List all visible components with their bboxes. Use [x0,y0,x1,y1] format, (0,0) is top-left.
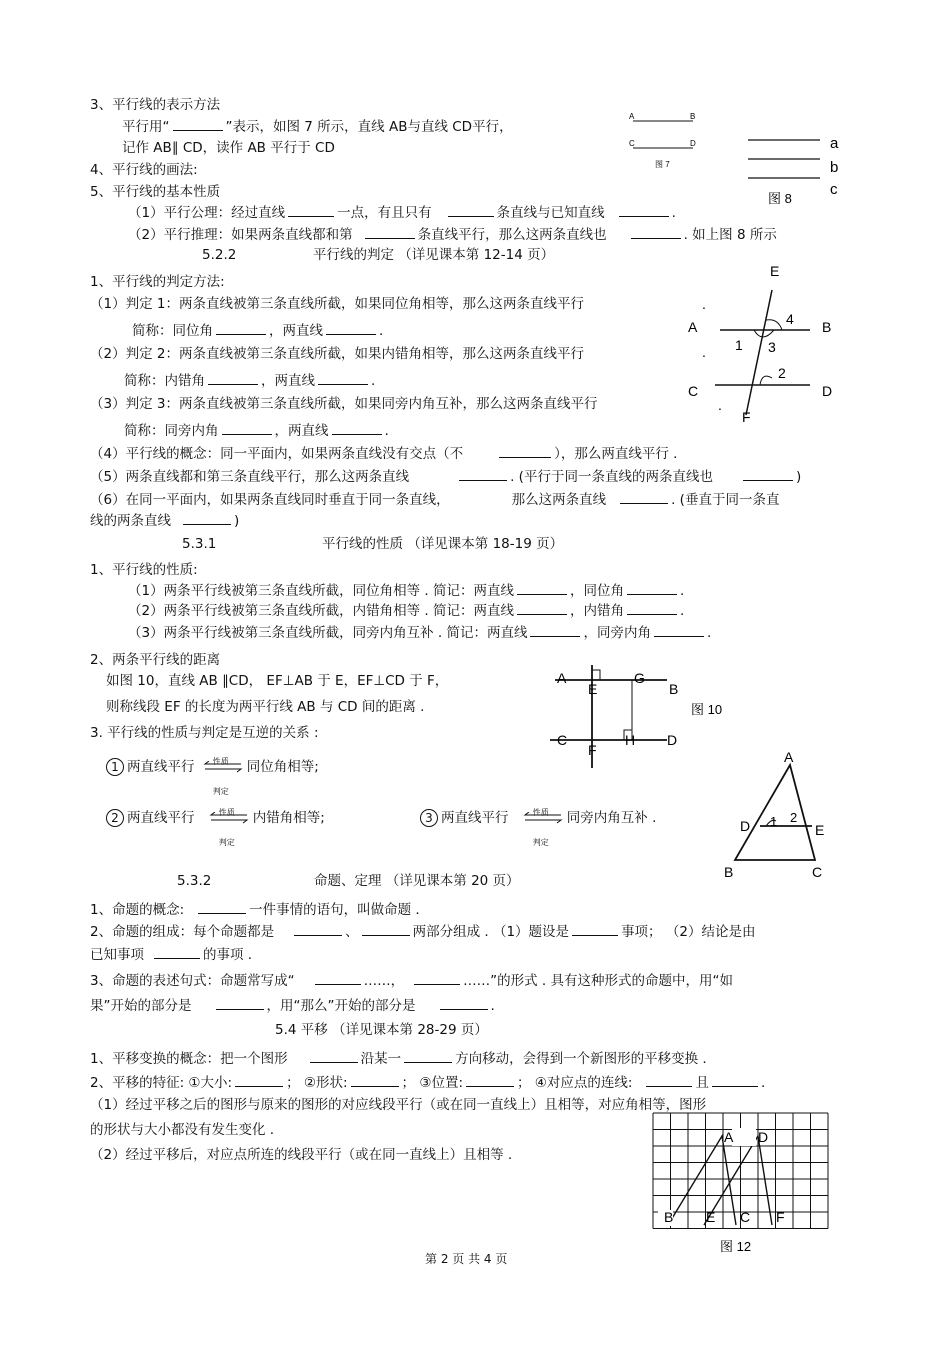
s3-line2: 记作 AB∥ CD，读作 AB 平行于 CD [122,140,335,156]
fig12-label-d: D [758,1129,769,1145]
fig8-label-b: b [830,159,839,176]
figure-triangle [720,745,840,885]
figT-label-e: E [815,822,825,838]
heading-522-num: 5.2.2 [202,247,237,263]
figT-label-d: D [740,818,751,834]
fig10-label-g: G [634,670,645,686]
figT-label-a: A [784,749,794,765]
judge-6-cont: 线的两条直线 ) [90,513,240,529]
figE-label-d: D [822,383,833,399]
proposition-3: 3、命题的表述句式：命题常写成“ ……， ……”的形式 . 具有这种形式的命题中，用“如 [90,973,733,989]
figE-label-c: C [688,383,699,399]
figE-angle-3: 3 [768,339,776,355]
fig8-label-c: c [830,181,838,198]
translation-4: （2）经过平移后，对应点所连的线段平行（或在同一直线上）且相等 . [90,1147,513,1163]
distance-title: 2、两条平行线的距离 [90,652,221,668]
fig10-label-h: H [625,732,636,748]
judge-1-short: 简称：同位角 ，两直线 . [132,323,384,339]
fig12-caption: 图 12 [720,1239,752,1254]
fig7-label-d: D [690,139,696,148]
judge-1: （1）判定 1：两条直线被第三条直线所截，如果同位角相等，那么这两条直线平行 [90,296,584,312]
property-3: （3）两条平行线被第三条直线所截，同旁内角互补 . 简记：两直线 ，同旁内角 . [128,625,712,641]
fig10-label-a: A [557,670,567,686]
figE-angle-1: 1 [735,337,743,353]
heading-531-title: 平行线的性质 （详见课本第 18-19 页） [322,536,564,552]
relation-arrow-icon: 性质 判定 [201,753,245,781]
fig10-label-d: D [667,732,678,748]
fig12-label-c: C [740,1209,751,1225]
svg-text:.: . [702,344,706,360]
figT-angle-1: 1 [770,814,778,829]
distance-line2: 则称线段 EF 的长度为两平行线 AB 与 CD 间的距离 . [106,699,425,715]
translation-2: 2、平移的特征: ①大小: ； ②形状: ； ③位置: ； ④对应点的连线: 且 . [90,1075,766,1091]
fig12-label-b: B [664,1209,674,1225]
relation-arrow-icon: 性质 判定 [207,804,251,832]
relation-3: 3 两直线平行 性质 判定 同旁内角互补 . [420,803,656,833]
figE-label-b: B [822,319,832,335]
figure-transversal [680,260,850,430]
fig7-label-c: C [629,139,635,148]
heading-522-title: 平行线的判定 （详见课本第 12-14 页） [313,247,555,263]
fig10-label-f: F [588,742,597,758]
figE-label-a: A [688,319,698,335]
property-title: 1、平行线的性质: [90,562,198,578]
judge-3-short: 简称：同旁内角 ，两直线 . [124,423,389,439]
s3-line1: 平行用“ ”表示，如图 7 所示，直线 AB与直线 CD平行， [122,119,513,135]
svg-text:.: . [718,397,722,413]
judge-3: （3）判定 3：两条直线被第三条直线所截，如果同旁内角互补，那么这两条直线平行 [90,396,598,412]
proposition-2: 2、命题的组成：每个命题都是 、 两部分组成 . （1）题设是 事项； （2）结论是由 [90,924,756,940]
judge-5: （5）两条直线都和第三条直线平行，那么这两条直线 . (平行于同一条直线的两条直线也 ) [90,469,802,485]
page-footer: 第 2 页 共 4 页 [425,1252,508,1266]
fig10-label-e: E [588,681,598,697]
fig10-caption: 图 10 [691,702,723,717]
heading-531-num: 5.3.1 [182,536,217,552]
figE-angle-2: 2 [778,365,786,381]
inverse-relation: 3. 平行线的性质与判定是互逆的关系 : [90,725,319,741]
relation-arrow-icon: 性质 判定 [521,804,565,832]
figE-label-f: F [742,409,751,425]
figT-label-c: C [812,864,823,880]
fig8-caption: 图 8 [768,191,792,206]
proposition-3-cont: 果”开始的部分是 ，用“那么”开始的部分是 . [90,998,495,1014]
property-2: （2）两条平行线被第三条直线所截，内错角相等 . 简记：两直线 ，内错角 . [128,603,685,619]
fig10-label-c: C [557,732,568,748]
figT-label-b: B [724,864,734,880]
figure-8 [740,130,850,210]
section-4: 4、平行线的画法: [90,162,198,178]
translation-3-cont: 的形状与大小都没有发生变化 . [90,1122,275,1138]
heading-532-num: 5.3.2 [177,873,212,889]
section-5: 5、平行线的基本性质 [90,184,221,200]
fig7-label-a: A [629,112,635,121]
s5-item2: （2）平行推理：如果两条直线都和第 条直线平行，那么这两条直线也 . 如上图 8 所示 [128,227,777,243]
figure-12 [650,1110,830,1260]
proposition-1: 1、命题的概念: 一件事情的语句，叫做命题 . [90,902,420,918]
fig12-label-a: A [724,1129,734,1145]
property-1: （1）两条平行线被第三条直线所截，同位角相等 . 简记：两直线 ，同位角 . [128,583,685,599]
fig7-label-b: B [690,112,696,121]
judge-2: （2）判定 2：两条直线被第三条直线所截，如果内错角相等，那么这两条直线平行 [90,346,584,362]
figE-angle-4: 4 [786,311,794,327]
proposition-2-cont: 已知事项 的事项 . [90,947,253,963]
figure-10 [545,660,745,770]
judge-4: （4）平行线的概念：同一平面内，如果两条直线没有交点（不 ），那么两直线平行 . [90,446,678,462]
translation-3: （1）经过平移之后的图形与原来的图形的对应线段平行（或在同一直线上）且相等，对应角相等，图形 [90,1097,707,1113]
figT-angle-2: 2 [790,810,798,825]
fig12-label-e: E [706,1209,716,1225]
translation-1: 1、平移变换的概念：把一个图形 沿某一 方向移动，会得到一个新图形的平移变换 . [90,1051,707,1067]
heading-54: 5.4 平移 （详见课本第 28-29 页） [275,1022,488,1038]
distance-line1: 如图 10，直线 AB ∥CD， EF⊥AB 于 E，EF⊥CD 于 F， [106,673,449,689]
relation-1: 1 两直线平行 性质 判定 同位角相等; [106,752,319,782]
judge-6: （6）在同一平面内，如果两条直线同时垂直于同一条直线， 那么这两条直线 . (垂直于同一条直 [90,492,780,508]
figE-label-e: E [770,263,780,279]
svg-text:.: . [702,296,706,312]
relation-2: 2 两直线平行 性质 判定 内错角相等; [106,803,325,833]
heading-532-title: 命题、定理 （详见课本第 20 页） [314,873,520,889]
fig8-label-a: a [830,135,839,152]
judge-title: 1、平行线的判定方法: [90,274,225,290]
fig12-label-f: F [776,1209,785,1225]
section-3-title: 3、平行线的表示方法 [90,97,221,113]
fig10-label-b: B [669,681,679,697]
figure-7 [625,110,705,170]
judge-2-short: 简称：内错角 ，两直线 . [124,373,376,389]
s5-item1: （1）平行公理：经过直线 一点，有且只有 条直线与已知直线 . [128,205,676,221]
fig7-caption: 图 7 [655,160,670,169]
